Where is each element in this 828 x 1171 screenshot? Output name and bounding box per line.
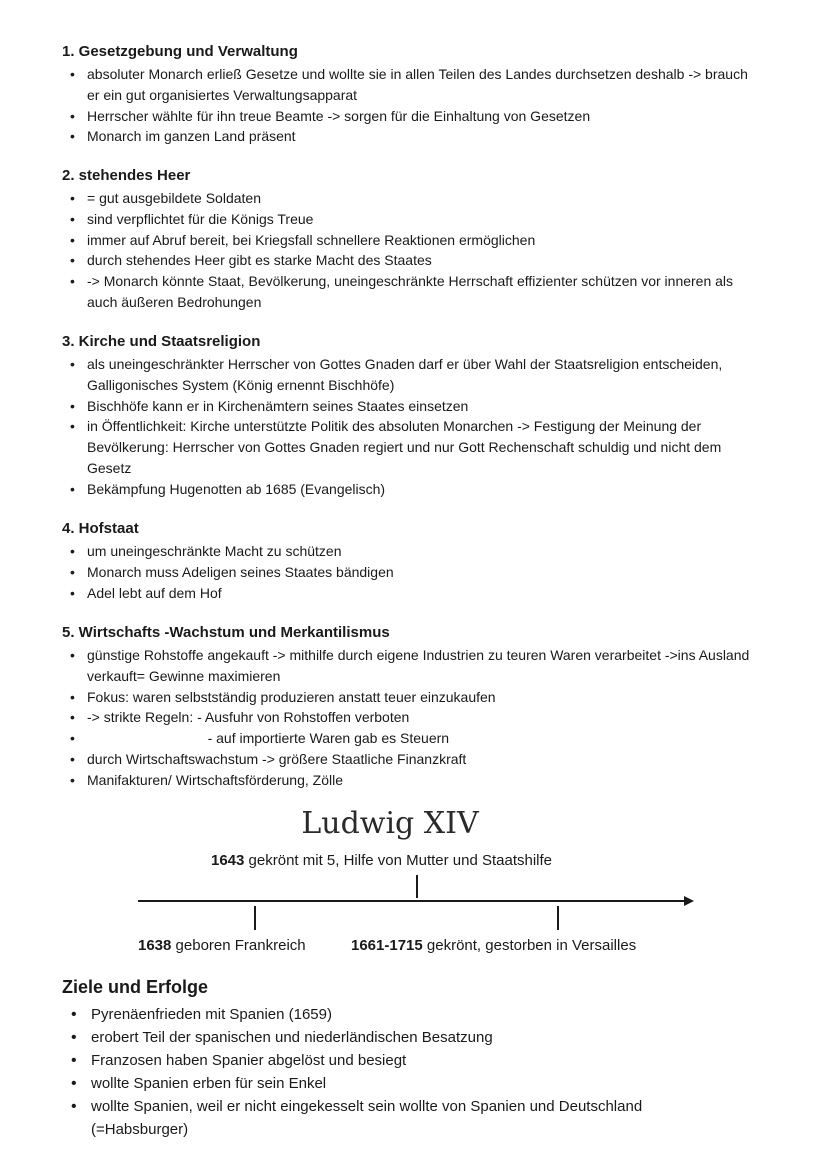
list-item: • um uneingeschränkte Macht zu schützen (62, 541, 762, 562)
list-item: • Herrscher wählte für ihn treue Beamte -> sorgen für die Einhaltung von Gesetzen (62, 106, 762, 127)
list-item: • Bischhöfe kann er in Kirchenämtern seines Staates einsetzen (62, 396, 762, 417)
section-stehendes-heer (62, 166, 762, 313)
section-hofstaat (62, 519, 762, 603)
list-item: • Adel lebt auf dem Hof (62, 583, 762, 604)
section-title: 4. Hofstaat (62, 520, 139, 537)
list-item: • = gut ausgebildete Soldaten (62, 188, 762, 209)
list-item: • -> strikte Regeln: - Ausfuhr von Rohstoffen verboten (62, 707, 762, 728)
section-wirtschaft (62, 623, 762, 791)
list-item: • durch stehendes Heer gibt es starke Macht des Staates (62, 250, 762, 271)
list-item: • Monarch muss Adeligen seines Staates bändigen (62, 562, 762, 583)
list-item: • Fokus: waren selbstständig produzieren anstatt teuer einzukaufen (62, 687, 762, 708)
timeline-label-right (351, 937, 636, 954)
list-item: • durch Wirtschaftswachstum -> größere Staatliche Finanzkraft (62, 749, 762, 770)
list-item: • in Öffentlichkeit: Kirche unterstützte Politik des absoluten Monarchen -> Festigung der Meinung der Bevölkerung: Herrscher von Gottes Gnaden regiert und nur Gott Rechenschaft schuldig und nicht dem Gesetz (62, 416, 762, 478)
section-ziele (62, 978, 762, 1141)
bullet-list (62, 354, 762, 500)
bullet-list (62, 188, 762, 313)
list-item: • günstige Rohstoffe angekauft -> mithilfe durch eigene Industrien zu teuren Waren verarbeitet ->ins Ausland verkauft= Gewinne maximieren (62, 645, 762, 687)
timeline-event: geboren Frankreich (171, 937, 306, 954)
timeline-year: 1638 (138, 937, 172, 954)
timeline-label-left (138, 937, 306, 954)
timeline-axis (0, 870, 828, 940)
list-item: • erobert Teil der spanischen und niederländischen Besatzung (62, 1026, 762, 1049)
list-item: • - auf importierte Waren gab es Steuern (62, 728, 762, 749)
list-item: • Franzosen haben Spanier abgelöst und besiegt (62, 1049, 762, 1072)
timeline-year: 1643 (211, 852, 245, 869)
section-title: 2. stehendes Heer (62, 167, 191, 184)
list-item: • Bekämpfung Hugenotten ab 1685 (Evangelisch) (62, 479, 762, 500)
timeline-event: gekrönt mit 5, Hilfe von Mutter und Staatshilfe (244, 852, 553, 869)
list-item: • als uneingeschränkter Herrscher von Gottes Gnaden darf er über Wahl der Staatsreligion entscheiden, Galligonisches System (König ernennt Bischhöfe) (62, 354, 762, 396)
section-title: 5. Wirtschafts -Wachstum und Merkantilismus (62, 624, 390, 641)
section-title: 1. Gesetzgebung und Verwaltung (62, 43, 298, 60)
timeline-label-top (211, 852, 552, 869)
list-item: • absoluter Monarch erließ Gesetze und wollte sie in allen Teilen des Landes durchsetzen deshalb -> brauch er ein gut organisiertes Verwaltungsapparat (62, 64, 762, 106)
bullet-list (62, 1003, 762, 1141)
bullet-list (62, 541, 762, 603)
list-item: • sind verpflichtet für die Königs Treue (62, 209, 762, 230)
timeline-arrow-icon (684, 896, 694, 906)
timeline-event: gekrönt, gestorben in Versailles (422, 937, 637, 954)
section-kirche (62, 332, 762, 500)
section-title: Ziele und Erfolge (62, 977, 209, 997)
section-title: 3. Kirche und Staatsreligion (62, 333, 261, 350)
section-gesetzgebung (62, 42, 762, 147)
list-item: • Pyrenäenfrieden mit Spanien (1659) (62, 1003, 762, 1026)
list-item: • -> Monarch könnte Staat, Bevölkerung, uneingeschränkte Herrschaft effizienter schützen vor inneren als auch äußeren Bedrohungen (62, 271, 762, 313)
list-item: • wollte Spanien erben für sein Enkel (62, 1072, 762, 1095)
list-item: • wollte Spanien, weil er nicht eingekesselt sein wollte von Spanien und Deutschland (=Habsburger) (62, 1095, 691, 1141)
bullet-list (62, 645, 762, 791)
list-item: • immer auf Abruf bereit, bei Kriegsfall schnellere Reaktionen ermöglichen (62, 230, 762, 251)
list-item: • Monarch im ganzen Land präsent (62, 126, 762, 147)
timeline-title: Ludwig XIV (301, 806, 479, 841)
bullet-list (62, 64, 762, 147)
list-item: • Manifakturen/ Wirtschaftsförderung, Zölle (62, 770, 762, 791)
timeline-year: 1661-1715 (351, 937, 423, 954)
